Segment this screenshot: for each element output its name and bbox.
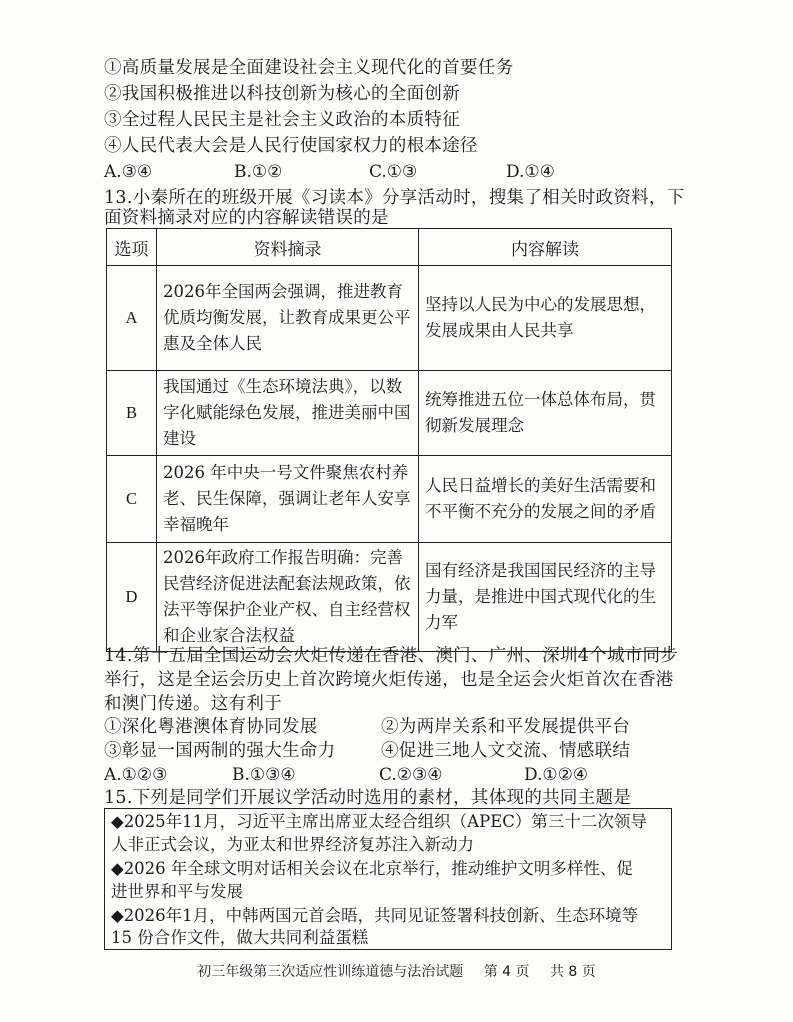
excerpt-text: 2026年全国两会强调，推进教育优质均衡发展，让教育成果更公平惠及全体人民 (163, 282, 411, 353)
footer-exam-title: 初三年级第三次适应性训练道德与法治试题 (197, 964, 464, 980)
row-interpretation (419, 371, 672, 456)
material-3-line-1: ◆2026年1月，中韩两国元首会晤，共同见证签署科技创新、生态环境等 (111, 906, 639, 925)
interpretation-text: 坚持以人民为中心的发展思想，发展成果由人民共享 (425, 295, 656, 340)
q15-materials-box (104, 808, 672, 950)
interpretation-text: 统筹推进五位一体总体布局，贯彻新发展理念 (425, 390, 656, 435)
q13-stem-line-1: 13.小秦所在的班级开展《习读本》分享活动时，搜集了相关时政资料，下 (104, 188, 685, 208)
interpretation-text: 国有经济是我国国民经济的主导力量，是推进中国式现代化的生力军 (425, 561, 656, 632)
material-1-line-2: 人非正式会议，为亚太和世界经济复苏注入新动力 (111, 835, 474, 854)
material-1-line-1: ◆2025年11月，习近平主席出席亚太经合组织（APEC）第三十二次领导 (111, 812, 647, 831)
header-interpretation: 内容解读 (419, 229, 672, 266)
table-row (107, 456, 672, 543)
row-excerpt (157, 371, 419, 456)
q12-statement-3: ③全过程人民民主是社会主义政治的本质特征 (104, 110, 460, 130)
q12-option-d[interactable]: D.①④ (506, 162, 555, 182)
row-interpretation (419, 266, 672, 371)
row-excerpt (157, 456, 419, 543)
row-option-a[interactable]: A (107, 266, 157, 371)
row-option-b[interactable]: B (107, 371, 157, 456)
q14-option-b[interactable]: B.①③④ (232, 765, 296, 785)
watermark-top: ​ (113, 43, 127, 61)
q14-statement-1: ①深化粤港澳体育协同发展 (104, 717, 318, 737)
q14-statement-3: ③彰显一国两制的强大生命力 (104, 741, 336, 761)
footer-page-number: 第 4 页 (483, 964, 530, 980)
q12-option-a[interactable]: A.③④ (104, 162, 153, 182)
header-excerpt: 资料摘录 (157, 229, 419, 266)
q14-statement-4: ④促进三地人文交流、情感联结 (381, 741, 631, 761)
q12-statement-4: ④人民代表大会是人民行使国家权力的根本途径 (104, 136, 478, 156)
header-option: 选项 (107, 229, 157, 266)
table-row (107, 543, 672, 652)
row-excerpt (157, 266, 419, 371)
q14-option-c[interactable]: C.②③④ (379, 765, 443, 785)
footer-total-pages: 共 8 页 (549, 964, 596, 980)
q14-statement-2: ②为两岸关系和平发展提供平台 (381, 717, 631, 737)
excerpt-text: 2026年政府工作报告明确：完善民营经济促进法配套法规政策，依法平等保护企业产权、自主经营权和企业家合法权益 (163, 548, 411, 645)
q14-stem-line-3: 和澳门传递。这有利于 (104, 694, 282, 714)
excerpt-text: 2026 年中央一号文件聚焦农村养老、民生保障，强调让老年人安享幸福晚年 (163, 463, 411, 534)
material-2-line-1: ◆2026 年全球文明对话相关会议在北京举行，推动维护文明多样性、促 (111, 859, 633, 878)
row-excerpt (157, 543, 419, 652)
q14-stem-line-1: 14.第十五届全国运动会火炬传递在香港、澳门、广州、深圳4个城市同步 (104, 646, 679, 666)
material-2-line-2: 进世界和平与发展 (111, 882, 243, 901)
table-header-row (107, 229, 672, 266)
q13-stem-line-2: 面资料摘录对应的内容解读错误的是 (104, 208, 389, 228)
q14-option-a[interactable]: A.①②③ (104, 765, 168, 785)
q13-table (106, 228, 672, 652)
excerpt-text: 我国通过《生态环境法典》，以数字化赋能绿色发展，推进美丽中国建设 (163, 377, 411, 448)
material-3-line-2: 15 份合作文件，做大共同利益蛋糕 (111, 928, 369, 947)
row-option-c[interactable]: C (107, 456, 157, 543)
interpretation-text: 人民日益增长的美好生活需要和不平衡不充分的发展之间的矛盾 (425, 476, 656, 521)
row-interpretation (419, 456, 672, 543)
q12-option-b[interactable]: B.①② (234, 162, 283, 182)
table-row (107, 266, 672, 371)
row-option-d[interactable]: D (107, 543, 157, 652)
table-row (107, 371, 672, 456)
q12-statement-1: ①高质量发展是全面建设社会主义现代化的首要任务 (104, 58, 514, 78)
q12-option-c[interactable]: C.①③ (369, 162, 418, 182)
q15-stem: 15.下列是同学们开展议学活动时选用的素材，其体现的共同主题是 (104, 788, 632, 808)
q14-stem-line-2: 举行，这是全运会历史上首次跨境火炬传递，也是全运会火炬首次在香港 (104, 670, 674, 690)
row-interpretation (419, 543, 672, 652)
q12-statement-2: ②我国积极推进以科技创新为核心的全面创新 (104, 84, 460, 104)
q14-option-d[interactable]: D.①②④ (524, 765, 589, 785)
page-footer (0, 962, 793, 982)
